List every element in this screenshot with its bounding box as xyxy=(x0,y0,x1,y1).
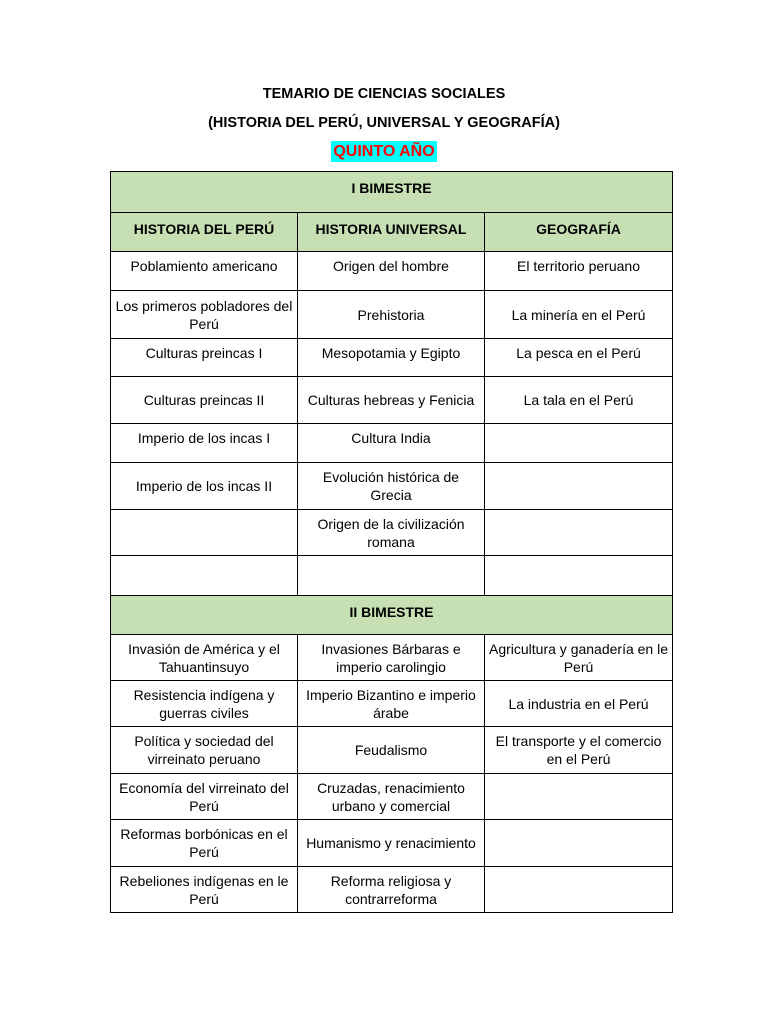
table-cell: Los primeros pobladores del Perú xyxy=(111,291,298,339)
table-cell xyxy=(485,556,673,596)
year-label-container xyxy=(0,141,768,162)
bimestre-2-header: II BIMESTRE xyxy=(111,596,673,635)
table-cell: Cultura India xyxy=(298,424,485,463)
document-subtitle: (HISTORIA DEL PERÚ, UNIVERSAL Y GEOGRAFÍA) xyxy=(208,115,560,131)
table-cell: Culturas preincas II xyxy=(111,377,298,424)
table-cell: La industria en el Perú xyxy=(485,681,673,727)
table-cell: Economía del virreinato del Perú xyxy=(111,774,298,820)
column-header-historia-peru: HISTORIA DEL PERÚ xyxy=(111,213,298,252)
table-cell: Evolución histórica de Grecia xyxy=(298,463,485,510)
table-cell: Rebeliones indígenas en le Perú xyxy=(111,867,298,913)
table-cell: Invasiones Bárbaras e imperio carolingio xyxy=(298,635,485,681)
table-cell xyxy=(485,820,673,867)
table-cell: Imperio de los incas I xyxy=(111,424,298,463)
document-title: TEMARIO DE CIENCIAS SOCIALES xyxy=(262,86,506,102)
table-cell xyxy=(485,463,673,510)
table-cell: Origen del hombre xyxy=(298,252,485,291)
table-cell: Cruzadas, renacimiento urbano y comercial xyxy=(298,774,485,820)
table-cell xyxy=(111,510,298,556)
table-cell: El territorio peruano xyxy=(485,252,673,291)
table-cell: Origen de la civilización romana xyxy=(298,510,485,556)
table-cell: Reformas borbónicas en el Perú xyxy=(111,820,298,867)
table-cell: Poblamiento americano xyxy=(111,252,298,291)
table-cell: La pesca en el Perú xyxy=(485,339,673,377)
table-cell: Humanismo y renacimiento xyxy=(298,820,485,867)
table-cell: Mesopotamia y Egipto xyxy=(298,339,485,377)
table-cell xyxy=(298,556,485,596)
table-cell xyxy=(485,424,673,463)
table-cell: Invasión de América y el Tahuantinsuyo xyxy=(111,635,298,681)
table-cell xyxy=(111,556,298,596)
table-cell: Reforma religiosa y contrarreforma xyxy=(298,867,485,913)
bimestre-1-header: I BIMESTRE xyxy=(111,172,673,213)
table-cell xyxy=(485,510,673,556)
table-cell: Prehistoria xyxy=(298,291,485,339)
table-cell: Imperio Bizantino e imperio árabe xyxy=(298,681,485,727)
table-cell: Culturas hebreas y Fenicia xyxy=(298,377,485,424)
table-cell: Resistencia indígena y guerras civiles xyxy=(111,681,298,727)
column-header-historia-universal: HISTORIA UNIVERSAL xyxy=(298,213,485,252)
table-cell: El transporte y el comercio en el Perú xyxy=(485,727,673,774)
table-cell: Feudalismo xyxy=(298,727,485,774)
table-cell: La minería en el Perú xyxy=(485,291,673,339)
table-cell: Culturas preincas I xyxy=(111,339,298,377)
table-cell xyxy=(485,867,673,913)
syllabus-table xyxy=(110,171,673,913)
table-cell: Imperio de los incas II xyxy=(111,463,298,510)
column-header-geografia: GEOGRAFÍA xyxy=(485,213,673,252)
table-cell xyxy=(485,774,673,820)
table-cell: La tala en el Perú xyxy=(485,377,673,424)
table-cell: Agricultura y ganadería en le Perú xyxy=(485,635,673,681)
table-cell: Política y sociedad del virreinato peruano xyxy=(111,727,298,774)
year-label: QUINTO AÑO xyxy=(333,143,435,160)
